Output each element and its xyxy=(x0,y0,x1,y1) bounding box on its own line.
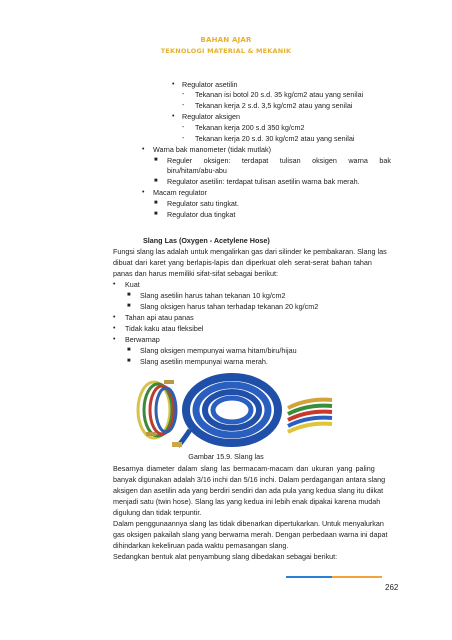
paragraph-line: dihindarkan kekeliruan pada waktu pemasangan slang. xyxy=(113,541,289,550)
text-line: Kuat xyxy=(125,280,140,289)
text-line: biru/hitam/abu-abu xyxy=(167,166,227,175)
small-hose-coils xyxy=(138,380,176,438)
footer-line-orange xyxy=(332,576,382,578)
bullet-dot-icon: • xyxy=(113,336,116,343)
text-line: Slang oksigen mempunyai warna hitam/biru/hijau xyxy=(140,346,297,355)
dash-icon: - xyxy=(182,124,185,131)
text-line: Regulator asetilin: terdapat tulisan asetilin warna bak merah. xyxy=(167,177,360,186)
text-line: Tahan api atau panas xyxy=(125,313,194,322)
text-line: Tekanan isi botol 20 s.d. 35 kg/cm2 atau yang senilai xyxy=(195,90,364,99)
text-line: Tekanan kerja 200 s.d 350 kg/cm2 xyxy=(195,123,305,132)
paragraph-line: panas dan harus memiliki sifat-sifat sebagai berikut: xyxy=(113,269,278,278)
welding-hose-image xyxy=(128,370,336,450)
square-bullet-icon: ■ xyxy=(127,358,131,364)
text-line: Tekanan kerja 20 s.d. 30 kg/cm2 atau yang senilai xyxy=(195,134,355,143)
paragraph-line: Dalam penggunaannya slang las tidak dibenarkan dipertukarkan. Untuk menyalurkan xyxy=(113,519,384,528)
text-line: Regulator dua tingkat xyxy=(167,210,236,219)
dash-icon: - xyxy=(182,135,185,142)
blue-hose-coil xyxy=(172,377,278,447)
text-line: Slang oksigen harus tahan terhadap tekanan 20 kg/cm2 xyxy=(140,302,319,311)
text-line: Berwarnap xyxy=(125,335,160,344)
text-line: Warna bak manometer (tidak mutlak) xyxy=(153,145,271,154)
text-line: Tekanan kerja 2 s.d. 3,5 kg/cm2 atau yang senilai xyxy=(195,101,353,110)
bullet-dot-icon: • xyxy=(113,281,116,288)
bullet-dot-icon: • xyxy=(113,325,116,332)
section-heading: Slang Las (Oxygen - Acetylene Hose) xyxy=(143,236,270,245)
text-line: Reguler oksigen: terdapat tulisan oksigen warna bak xyxy=(167,156,392,165)
paragraph-line: banyak digunakan adalah 3/16 inchi dan 5/16 inchi. Dalam perdagangan antara slang xyxy=(113,475,386,484)
header-title: BAHAN AJAR xyxy=(200,36,252,44)
square-bullet-icon: ■ xyxy=(127,347,131,353)
bullet-dot-icon: • xyxy=(113,314,116,321)
square-bullet-icon: ■ xyxy=(154,211,158,217)
square-bullet-icon: ■ xyxy=(127,303,131,309)
bullet-dot-icon: • xyxy=(172,113,175,120)
paragraph-line: dibuat dari karet yang berlapis-lapis dan diperkuat oleh serat-serat bahan tahan xyxy=(113,258,372,267)
bullet-dot-icon: • xyxy=(142,189,145,196)
text-line: Slang asetilin harus tahan tekanan 10 kg/cm2 xyxy=(140,291,286,300)
text-line: Slang asetilin mempunyai warna merah. xyxy=(140,357,268,366)
paragraph-line: Besarnya diameter dalam slang las bermacam-macam dan ukuran yang paling xyxy=(113,464,375,473)
square-bullet-icon: ■ xyxy=(154,178,158,184)
text-line: Macam regulator xyxy=(153,188,207,197)
square-bullet-icon: ■ xyxy=(154,200,158,206)
paragraph-line: Sedangkan bentuk alat penyambung slang dibedakan sebagai berikut: xyxy=(113,552,338,561)
footer-line-blue xyxy=(286,576,332,578)
bullet-dot-icon: • xyxy=(172,81,175,88)
paragraph-line: gas oksigen pakailah slang yang berwarna merah. Dengan perbedaan warna ini dapat xyxy=(113,530,388,539)
text-line: Tidak kaku atau fleksibel xyxy=(125,324,204,333)
paragraph-line: menjadi satu (twin hose). Slang las yang kedua ini lebih enak dipakai karena mudah xyxy=(113,497,381,506)
page-number: 262 xyxy=(385,583,399,592)
square-bullet-icon: ■ xyxy=(154,157,158,163)
text-line: Regulator satu tingkat. xyxy=(167,199,239,208)
figure-caption: Gambar 15.9. Slang las xyxy=(188,452,264,461)
text-line: Regulator aksigen xyxy=(182,112,240,121)
header-subtitle: TEKNOLOGI MATERIAL & MEKANIK xyxy=(160,47,292,55)
text-line: Regulator asetilin xyxy=(182,80,238,89)
paragraph-line: digulung dan tidak terpuntir. xyxy=(113,508,202,517)
square-bullet-icon: ■ xyxy=(127,292,131,298)
paragraph-line: aksigen dan asetilin ada yang berdiri sendiri dan ada pula yang kedua slang itu diikat xyxy=(113,486,384,495)
dash-icon: - xyxy=(182,102,185,109)
paragraph-line: Fungsi slang las adalah untuk mengalirkan gas dari silinder ke pembakaran. Slang las xyxy=(113,247,387,256)
dash-icon: - xyxy=(182,91,185,98)
colored-hose-bundle xyxy=(288,400,332,432)
bullet-dot-icon: • xyxy=(142,146,145,153)
